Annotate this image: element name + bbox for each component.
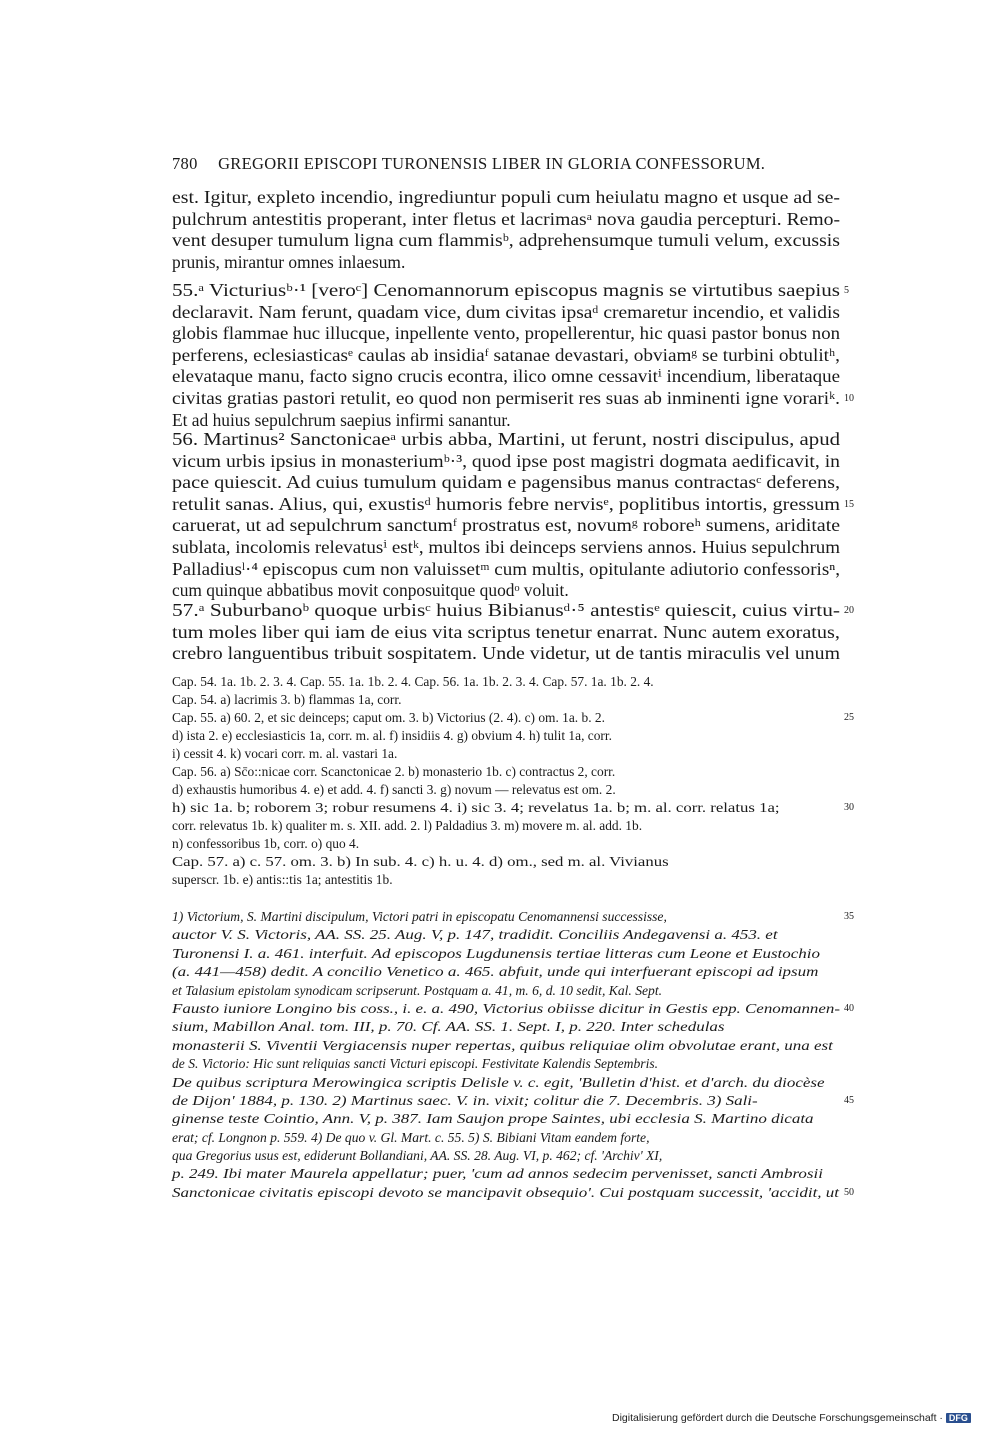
line-text: 55.ᵃ Victuriusᵇ·¹ [veroᶜ] Cenomannorum episcopus magnis se virtutibus saepius (172, 280, 840, 300)
line-number: 25 (844, 712, 854, 723)
text-line (172, 580, 840, 602)
apparatus-line (172, 835, 840, 853)
line-text: Sanctonicae civitatis episcopi devoto se mancipavit obsequio'. Cui postquam successit, 'accidit, ut (172, 1184, 840, 1200)
credit-text: Digitalisierung gefördert durch die Deutsche Forschungsgemeinschaft · (612, 1412, 943, 1424)
line-text: declaravit. Nam ferunt, quadam vice, dum civitas ipsaᵈ cremaretur incendio, et validis (172, 301, 841, 322)
text-line (172, 643, 840, 665)
page-number: 780 (172, 154, 198, 173)
text-line (172, 230, 840, 252)
line-text: Cap. 57. a) c. 57. om. 3. b) In sub. 4. c) h. u. 4. d) om., sed m. al. Vivianus (172, 854, 669, 869)
line-text: caruerat, ut ad sepulchrum sanctumᶠ prostratus est, novumᵍ roboreʰ sumens, ariditate (172, 515, 840, 536)
line-text: 1) Victorium, S. Martini discipulum, Victori patri in episcopatu Cenomannensi successisse, (172, 909, 667, 924)
footnote-line (172, 926, 840, 944)
footnote-line (172, 1110, 840, 1128)
text-line (172, 366, 840, 388)
line-number: 15 (844, 498, 854, 510)
line-text: h) sic 1a. b; roborem 3; robur resumens 4. i) sic 3. 4; revelatus 1a. b; m. al. corr. relatus 1a; (172, 800, 780, 815)
line-text: Fausto iuniore Longino bis coss., i. e. a. 490, Victorius obiisse dicitur in Gestis epp. Cenomannen- (172, 1000, 841, 1016)
line-text: civitas gratias pastori retulit, eo quod non permiserit res suas ab inminenti igne vorariᵏ. (172, 387, 841, 408)
line-text: globis flammae huc illucque, inpellente vento, propellerentur, hic quasi pastor bonus non (172, 323, 840, 344)
line-number: 30 (844, 802, 854, 813)
footnote-line (172, 1184, 854, 1202)
line-text: Cap. 54. a) lacrimis 3. b) flammas 1a, corr. (172, 692, 402, 707)
text-line (172, 559, 840, 581)
line-text: Palladiusˡ·⁴ episcopus cum non valuissetᵐ cum multis, opitulante adiutorio confessorisⁿ, (172, 558, 841, 579)
text-line (172, 600, 854, 622)
text-line (172, 252, 840, 274)
footnote-line (172, 908, 854, 926)
footnote-line (172, 1037, 840, 1055)
line-text: 56. Martinus² Sanctonicaeᵃ urbis abba, Martini, ut ferunt, nostri discipulus, apud (172, 429, 841, 449)
footnote-line (172, 1092, 854, 1110)
running-title: GREGORII EPISCOPI TURONENSIS LIBER IN GLORIA CONFESSORUM. (218, 154, 766, 173)
line-number: 40 (844, 1002, 854, 1014)
text-line (172, 323, 840, 345)
line-text: cum quinque abbatibus movit conposuitque quodᵒ voluit. (172, 580, 569, 601)
footnote-line (172, 1018, 840, 1036)
line-number: 45 (844, 1094, 854, 1106)
line-text: pulchrum antestitis properant, inter fletus et lacrimasᵃ nova gaudia percepturi. Remo- (172, 208, 840, 229)
line-text: erat; cf. Longnon p. 559. 4) De quo v. Gl. Mart. c. 55. 5) S. Bibiani Vitam eandem forte, (172, 1129, 650, 1145)
line-text: auctor V. S. Victoris, AA. SS. 25. Aug. V, p. 147, tradidit. Conciliis Andegavensi a. 453. et (172, 927, 778, 943)
line-text: monasterii S. Viventii Vergiacensis nuper repertas, quibus reliquiae olim obvolutae erant, una est (172, 1037, 833, 1053)
line-text: tum moles liber qui iam de eius vita scriptus tenetur enarrat. Nunc autem exoratus, (172, 621, 840, 642)
footnote-line (172, 1055, 840, 1073)
apparatus-line (172, 871, 840, 889)
apparatus-line (172, 745, 840, 763)
line-text: Cap. 56. a) Sc̄o::nicae corr. Scanctonicae 2. b) monasterio 1b. c) contractus 2, corr. (172, 764, 616, 779)
line-text: p. 249. Ibi mater Maurela appellatur; puer, 'cum ad annos sedecim pervenisset, sancti Ambrosii (172, 1166, 823, 1182)
line-text: est. Igitur, expleto incendio, ingrediuntur populi cum heiulatu magno et usque ad se- (172, 187, 841, 207)
main-text-paragraph (172, 187, 840, 273)
line-text: ginense teste Cointio, Ann. V, p. 387. Iam Saujon prope Saintes, ubi ecclesia S. Martino dicata (172, 1111, 814, 1127)
line-text: Cap. 55. a) 60. 2, et sic deinceps; caput om. 3. b) Victorius (2. 4). c) om. 1a. b. 2. (172, 710, 605, 725)
footnote-line (172, 945, 840, 963)
apparatus-line (172, 817, 840, 835)
footnote-line (172, 1129, 840, 1147)
line-text: n) confessoribus 1b, corr. o) quo 4. (172, 836, 360, 851)
apparatus-line (172, 709, 854, 727)
footnote-line (172, 1147, 840, 1165)
text-line (172, 410, 840, 432)
line-text: i) cessit 4. k) vocari corr. m. al. vastari 1a. (172, 746, 398, 761)
line-text: qua Gregorius usus est, ediderunt Bollandiani, AA. SS. 28. Aug. VI, p. 462; cf. 'Archiv' XI, (172, 1148, 663, 1164)
text-line (172, 515, 840, 537)
line-text: De quibus scriptura Merowingica scriptis Delisle v. c. egit, 'Bulletin d'hist. et d'arch. du diocèse (172, 1074, 825, 1090)
main-text-paragraph (172, 429, 854, 602)
apparatus-line (172, 727, 840, 745)
footnote-line (172, 1000, 854, 1018)
line-text: d) exhaustis humoribus 4. e) et add. 4. f) sancti 3. g) novum — relevatus est om. 2. (172, 782, 616, 797)
text-line (172, 493, 854, 516)
line-text: vent desuper tumulum ligna cum flammisᵇ, adprehensumque tumuli velum, excussis (172, 230, 840, 251)
text-line (172, 537, 840, 559)
footnote-line (172, 963, 840, 981)
apparatus-line (172, 781, 840, 799)
text-line (172, 345, 840, 367)
line-number: 10 (844, 392, 854, 404)
main-text-paragraph (172, 280, 854, 431)
line-text: perferens, eclesiasticasᵉ caulas ab insidiaᶠ satanae devastari, obviamᵍ se turbini obtulitʰ, (172, 344, 840, 365)
footnote-line (172, 982, 840, 1000)
line-text: elevataque manu, facto signo crucis econtra, ilico omne cessavitⁱ incendium, liberataque (172, 366, 840, 387)
line-number: 20 (844, 605, 854, 616)
line-text: sublata, incolomis relevatusⁱ estᵏ, multos ibi deinceps serviens annos. Huius sepulchrum (172, 536, 841, 557)
line-text: retulit sanas. Alius, qui, exustisᵈ humoris febre nervisᵉ, poplitibus intortis, gressum (172, 493, 840, 514)
line-text: (a. 441—458) dedit. A concilio Venetico a. 465. abfuit, unde qui interfuerant episcopi ad ipsum (172, 964, 819, 980)
text-line (172, 302, 840, 324)
line-text: de S. Victorio: Hic sunt reliquias sancti Victuri episcopi. Festivitate Kalendis Septembris. (172, 1056, 659, 1072)
apparatus-line (172, 799, 854, 817)
text-line (172, 472, 840, 494)
digitization-credit (612, 1412, 971, 1424)
line-number: 50 (844, 1186, 854, 1198)
line-number: 5 (844, 285, 849, 296)
dfg-logo: DFG (946, 1413, 971, 1423)
line-text: Turonensi I. a. 461. interfuit. Ad episcopos Lugdunensis tertiae litteras cum Leone et Eustochio (172, 945, 821, 961)
apparatus-line (172, 673, 840, 691)
footnote-line (172, 1074, 840, 1092)
text-line (172, 622, 840, 644)
text-line (172, 209, 840, 231)
apparatus-line (172, 691, 840, 709)
line-text: pace quiescit. Ad cuius tumulum quidam e pagensibus manus contractasᶜ deferens, (172, 472, 841, 493)
text-line (172, 280, 849, 302)
text-line (172, 429, 840, 451)
line-text: d) ista 2. e) ecclesiasticis 1a, corr. m. al. f) insidiis 4. g) obvium 4. h) tulit 1a, corr. (172, 728, 612, 743)
line-text: sium, Mabillon Anal. tom. III, p. 70. Cf. AA. SS. 1. Sept. I, p. 220. Inter schedulas (172, 1019, 725, 1035)
critical-apparatus (172, 673, 854, 889)
line-text: de Dijon' 1884, p. 130. 2) Martinus saec. V. in. vixit; colitur die 7. Decembris. 3) Sali- (172, 1092, 758, 1108)
running-head (172, 154, 840, 174)
main-text-paragraph (172, 600, 854, 665)
line-text: prunis, mirantur omnes inlaesum. (172, 251, 406, 272)
text-line (172, 451, 840, 473)
line-text: et Talasium epistolam synodicam scripserunt. Postquam a. 41, m. 6, d. 10 sedit, Kal. Sept. (172, 982, 662, 998)
line-text: Et ad huius sepulchrum saepius infirmi sanantur. (172, 409, 511, 430)
line-text: corr. relevatus 1b. k) qualiter m. s. XII. add. 2. l) Paldadius 3. m) movere m. al. add. 1b. (172, 818, 643, 833)
line-text: Cap. 54. 1a. 1b. 2. 3. 4. Cap. 55. 1a. 1b. 2. 4. Cap. 56. 1a. 1b. 2. 3. 4. Cap. 57. 1a. 1b. 2. 4. (172, 674, 654, 689)
footnote-line (172, 1165, 840, 1183)
line-text: 57.ᵃ Suburbanoᵇ quoque urbisᶜ huius Bibianusᵈ·⁵ antestisᵉ quiescit, cuius virtu- (172, 600, 841, 620)
line-text: superscr. 1b. e) antis::tis 1a; antestitis 1b. (172, 872, 393, 887)
apparatus-line (172, 763, 840, 781)
line-text: crebro languentibus tribuit sospitatem. Unde videtur, ut de tantis miraculis vel unum (172, 643, 841, 664)
apparatus-line (172, 853, 840, 871)
footnotes (172, 908, 854, 1202)
text-line (172, 387, 854, 410)
text-line (172, 187, 840, 209)
line-number: 35 (844, 911, 854, 922)
line-text: vicum urbis ipsius in monasteriumᵇ·³, quod ipse post magistri dogmata aedificavit, in (172, 450, 840, 471)
